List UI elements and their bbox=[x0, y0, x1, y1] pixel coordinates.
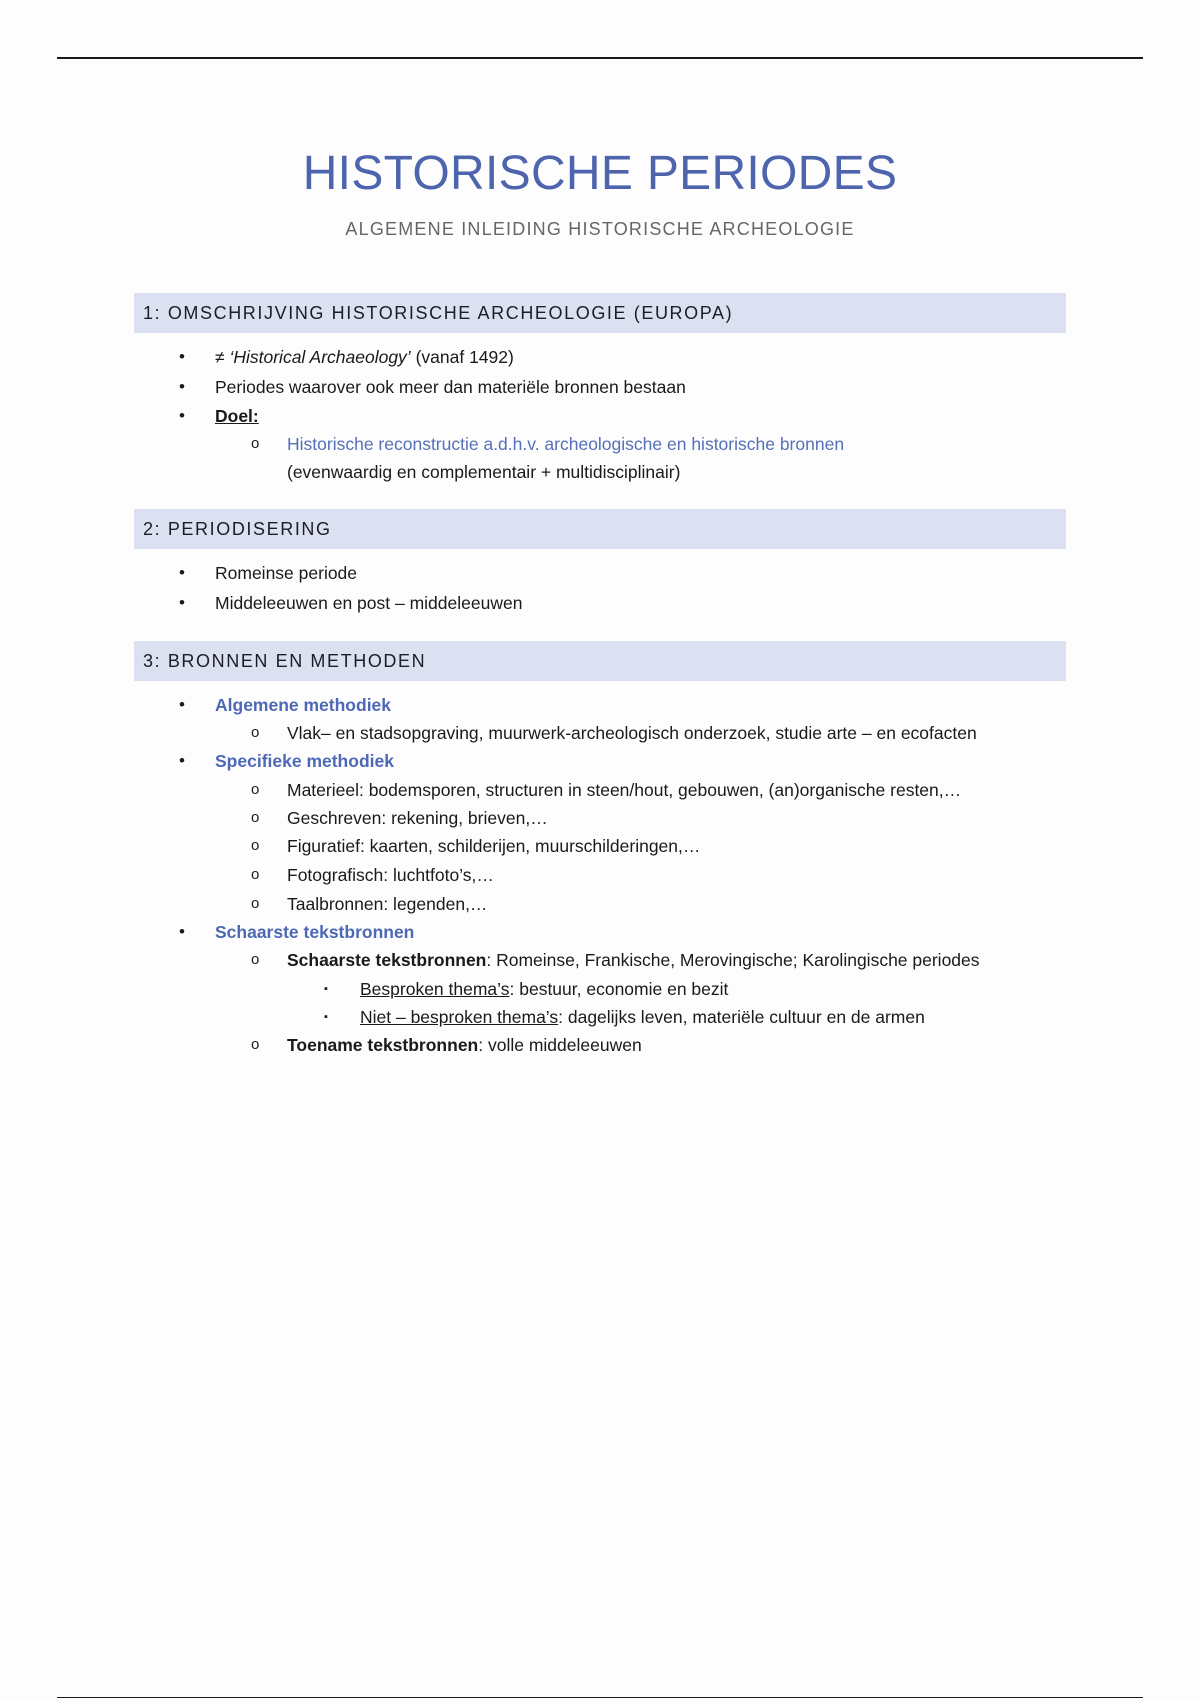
bullet: o bbox=[251, 951, 260, 968]
list-item bbox=[215, 346, 514, 368]
term-label: Schaarste tekstbronnen bbox=[287, 950, 487, 970]
bullet: o bbox=[251, 837, 260, 854]
bullet: o bbox=[251, 1036, 260, 1053]
item-text: : bestuur, economie en bezit bbox=[509, 979, 729, 999]
list-item bbox=[287, 949, 980, 971]
list-item: Historische reconstructie a.d.h.v. archeologische en historische bronnen bbox=[287, 434, 845, 454]
item-text: : Romeinse, Frankische, Merovingische; Karolingische periodes bbox=[486, 950, 980, 970]
bullet: o bbox=[251, 866, 260, 883]
list-item: Algemene methodiek bbox=[215, 695, 392, 715]
list-item: Fotografisch: luchtfoto’s,… bbox=[287, 865, 494, 885]
page-title: HISTORISCHE PERIODES bbox=[302, 147, 898, 200]
list-item bbox=[360, 1006, 925, 1028]
page-subtitle: ALGEMENE INLEIDING HISTORISCHE ARCHEOLOGIE bbox=[345, 219, 855, 239]
bullet: ▪ bbox=[324, 983, 328, 995]
top-rule bbox=[57, 57, 1143, 59]
list-item: Periodes waarover ook meer dan materiële bronnen bestaan bbox=[215, 377, 686, 397]
list-item: Romeinse periode bbox=[215, 563, 358, 583]
historical-archaeology-term: ‘Historical Archaeology’ bbox=[229, 347, 411, 367]
section-1-heading: 1: OMSCHRIJVING HISTORISCHE ARCHEOLOGIE (EUROPA) bbox=[134, 293, 1066, 333]
bullet: • bbox=[179, 751, 185, 770]
bullet: o bbox=[251, 895, 260, 912]
bullet: • bbox=[179, 695, 185, 714]
bullet: • bbox=[179, 922, 185, 941]
term-label: Besproken thema’s bbox=[360, 979, 510, 999]
list-item: Specifieke methodiek bbox=[215, 751, 394, 771]
bottom-rule bbox=[57, 1697, 1143, 1698]
bullet: o bbox=[251, 809, 260, 826]
term-label: Niet – besproken thema’s bbox=[360, 1007, 559, 1027]
section-3-heading: 3: BRONNEN EN METHODEN bbox=[134, 641, 1066, 681]
list-item: Vlak– en stadsopgraving, muurwerk-archeologisch onderzoek, studie arte – en ecofacten bbox=[287, 723, 977, 743]
bullet: • bbox=[179, 406, 185, 425]
bullet: o bbox=[251, 724, 260, 741]
section-2-heading: 2: PERIODISERING bbox=[134, 509, 1066, 549]
list-item: Schaarste tekstbronnen bbox=[215, 922, 415, 942]
list-item bbox=[287, 1034, 642, 1056]
bullet: o bbox=[251, 781, 260, 798]
list-item: Materieel: bodemsporen, structuren in steen/hout, gebouwen, (an)organische resten,… bbox=[287, 780, 962, 800]
list-item: Figuratief: kaarten, schilderijen, muurschilderingen,… bbox=[287, 836, 701, 856]
bullet: o bbox=[251, 435, 260, 452]
item-text: : volle middeleeuwen bbox=[478, 1035, 642, 1055]
bullet: • bbox=[179, 563, 185, 582]
bullet: • bbox=[179, 377, 185, 396]
list-item: Taalbronnen: legenden,… bbox=[287, 894, 488, 914]
bullet: • bbox=[179, 347, 185, 366]
list-item bbox=[360, 978, 728, 1000]
list-item: Geschreven: rekening, brieven,… bbox=[287, 808, 548, 828]
item-text: (vanaf 1492) bbox=[410, 347, 514, 367]
list-item-continuation: (evenwaardig en complementair + multidisciplinair) bbox=[287, 462, 681, 482]
term-label: Toename tekstbronnen bbox=[287, 1035, 479, 1055]
doel-label: Doel: bbox=[215, 406, 259, 426]
not-equal-sign: ≠ bbox=[215, 347, 230, 367]
list-item: Middeleeuwen en post – middeleeuwen bbox=[215, 593, 523, 613]
bullet: ▪ bbox=[324, 1011, 328, 1023]
item-text: : dagelijks leven, materiële cultuur en de armen bbox=[558, 1007, 925, 1027]
bullet: • bbox=[179, 593, 185, 612]
